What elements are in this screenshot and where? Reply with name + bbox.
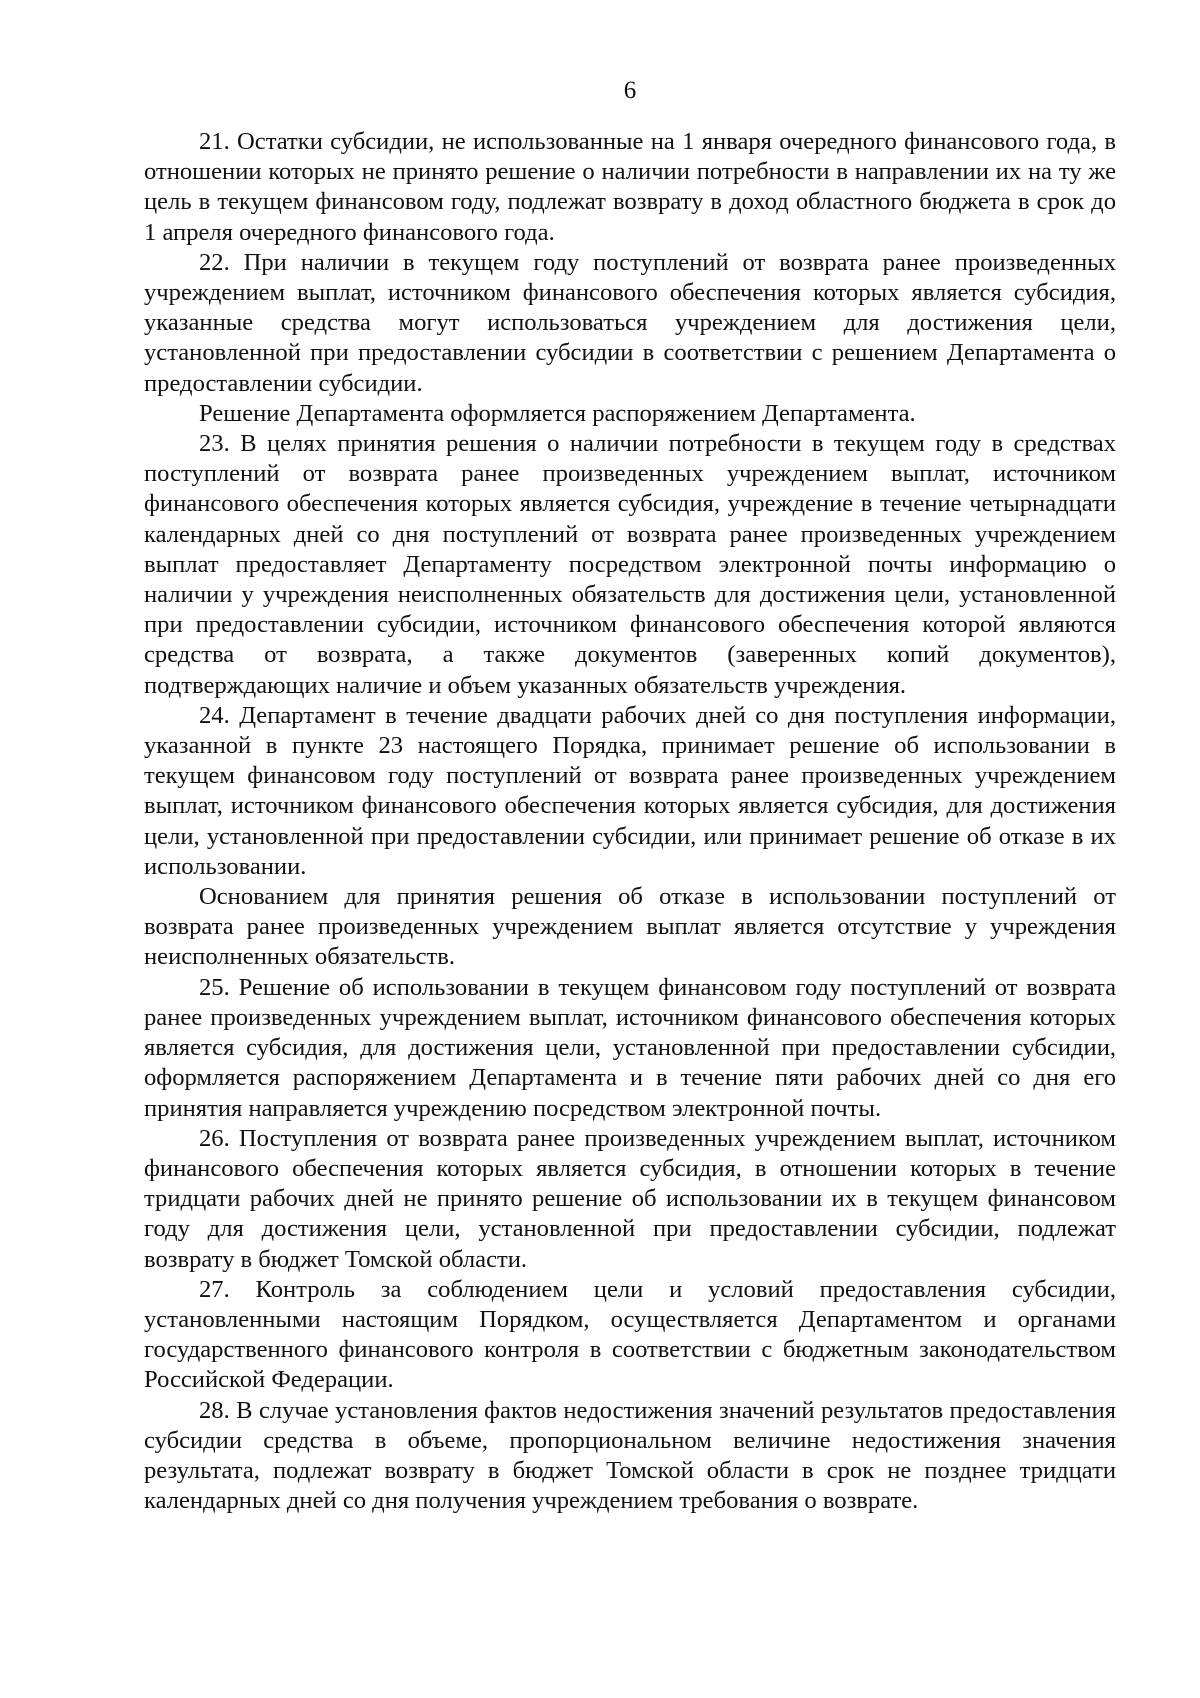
paragraph-22: 22. При наличии в текущем году поступлений от возврата ранее произведенных учреждением выплат, источником финансового обеспечения которых является субсидия, указанные средства могут использоваться учреждением для достижения цели, установленной при предоставлении субсидии в соответствии с решением Департамента о предоставлении субсидии. <box>144 248 1116 397</box>
paragraph-28: 28. В случае установления фактов недостижения значений результатов предоставления субсидии средства в объеме, пропорциональном величине недостижения значения результата, подлежат возврату в бюджет Томской области в срок не позднее тридцати календарных дней со дня получения учреждением требования о возврате. <box>144 1396 1116 1515</box>
page-number: 6 <box>623 77 637 104</box>
paragraph-21: 21. Остатки субсидии, не использованные на 1 января очередного финансового года, в отношении которых не принято решение о наличии потребности в направлении их на ту же цель в текущем финансовом году, подлежат возврату в доход областного бюджета в срок до 1 апреля очередного финансового года. <box>144 128 1116 246</box>
paragraph-24-refusal-basis: Основанием для принятия решения об отказе в использовании поступлений от возврата ранее произведенных учреждением выплат является отсутствие у учреждения неисполненных обязательств. <box>144 883 1116 971</box>
paragraph-26: 26. Поступления от возврата ранее произведенных учреждением выплат, источником финансового обеспечения которых является субсидия, в отношении которых в течение тридцати рабочих дней не принято решение об использовании их в текущем финансовом году для достижения цели, установленной при предоставлении субсидии, подлежат возврату в бюджет Томской области. <box>144 1124 1116 1273</box>
paragraph-24: 24. Департамент в течение двадцати рабочих дней со дня поступления информации, указанной в пункте 23 настоящего Порядка, принимает решение об использовании в текущем финансовом году поступлений от возврата ранее произведенных учреждением выплат, источником финансового обеспечения которых является субсидия, для достижения цели, установленной при предоставлении субсидии, или принимает решение об отказе в их использовании. <box>144 701 1116 880</box>
paragraph-25: 25. Решение об использовании в текущем финансовом году поступлений от возврата ранее произведенных учреждением выплат, источником финансового обеспечения которых является субсидия, для достижения цели, установленной при предоставлении субсидии, оформляется распоряжением Департамента и в течение пяти рабочих дней со дня его принятия направляется учреждению посредством электронной почты. <box>144 973 1116 1122</box>
paragraph-27: 27. Контроль за соблюдением цели и условий предоставления субсидии, установленными настоящим Порядком, осуществляется Департаментом и органами государственного финансового контроля в соответствии с бюджетным законодательством Российской Федерации. <box>144 1275 1116 1394</box>
document-body <box>144 127 1116 1516</box>
paragraph-23: 23. В целях принятия решения о наличии потребности в текущем году в средствах поступлений от возврата ранее произведенных учреждением выплат, источником финансового обеспечения которых является субсидия, учреждение в течение четырнадцати календарных дней со дня поступлений от возврата ранее произведенных учреждением выплат предоставляет Департаменту посредством электронной почты информацию о наличии у учреждения неисполненных обязательств для достижения цели, установленной при предоставлении субсидии, источником финансового обеспечения которой являются средства от возврата, а также документов (заверенных копий документов), подтверждающих наличие и объем указанных обязательств учреждения. <box>144 430 1116 699</box>
paragraph-22-decision: Решение Департамента оформляется распоряжением Департамента. <box>199 399 916 427</box>
